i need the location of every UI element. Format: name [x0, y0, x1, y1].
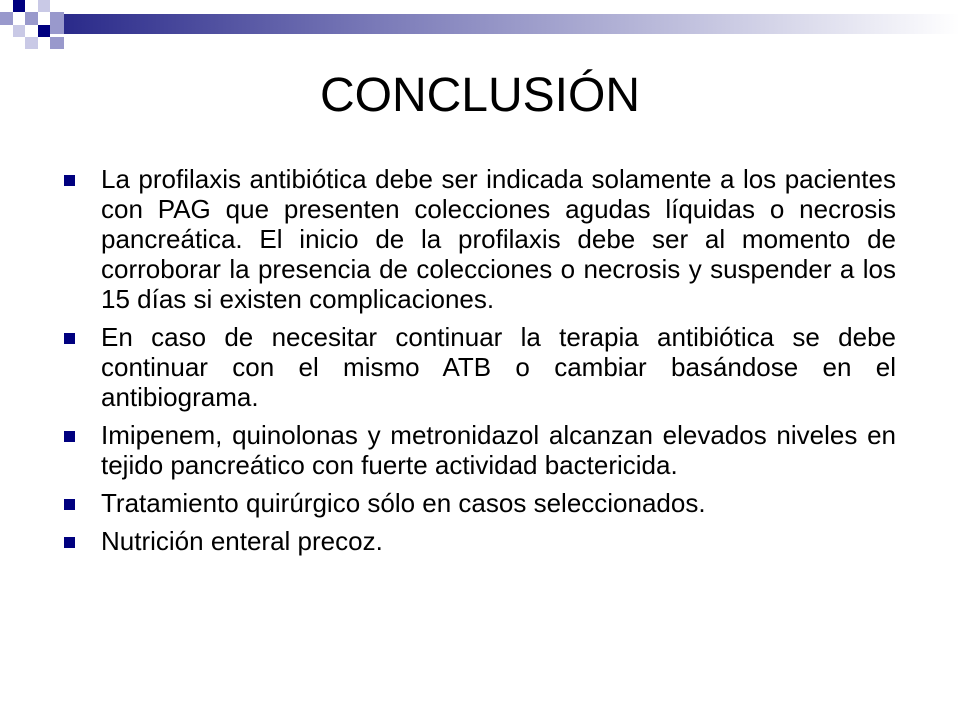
square-bullet-icon: [64, 499, 75, 510]
header-decoration: [0, 0, 960, 60]
deco-square: [50, 37, 64, 49]
bullet-list: [64, 164, 896, 564]
deco-square: [38, 25, 50, 37]
deco-square: [13, 25, 25, 37]
bullet-text: En caso de necesitar continuar la terapia antibiótica se debe continuar con el mismo ATB o cambiar basándose en el antibiograma.: [101, 322, 896, 412]
bullet-item: [64, 322, 896, 412]
bullet-text: Imipenem, quinolonas y metronidazol alcanzan elevados niveles en tejido pancreático con fuerte actividad bactericida.: [101, 420, 896, 480]
deco-square: [38, 0, 50, 12]
bullet-item: [64, 526, 896, 556]
bullet-item: [64, 488, 896, 518]
square-bullet-icon: [64, 431, 75, 442]
bullet-text: Tratamiento quirúrgico sólo en casos seleccionados.: [101, 488, 706, 518]
deco-square: [13, 0, 25, 12]
deco-square: [50, 12, 64, 34]
bullet-text: La profilaxis antibiótica debe ser indicada solamente a los pacientes con PAG que presenten colecciones agudas líquidas o necrosis pancreática. El inicio de la profilaxis debe ser al momento de corroborar la presencia de colecciones o necrosis y suspender a los 15 días si existen complicaciones.: [101, 164, 896, 314]
slide-title: CONCLUSIÓN: [319, 69, 641, 122]
bullet-item: [64, 420, 896, 480]
square-bullet-icon: [64, 333, 75, 344]
square-bullet-icon: [64, 175, 75, 186]
deco-square: [25, 12, 38, 25]
bullet-text: Nutrición enteral precoz.: [101, 526, 383, 556]
square-bullet-icon: [64, 537, 75, 548]
deco-square: [25, 37, 38, 49]
deco-square: [0, 12, 13, 25]
header-gradient-bar: [64, 14, 960, 34]
bullet-item: [64, 164, 896, 314]
